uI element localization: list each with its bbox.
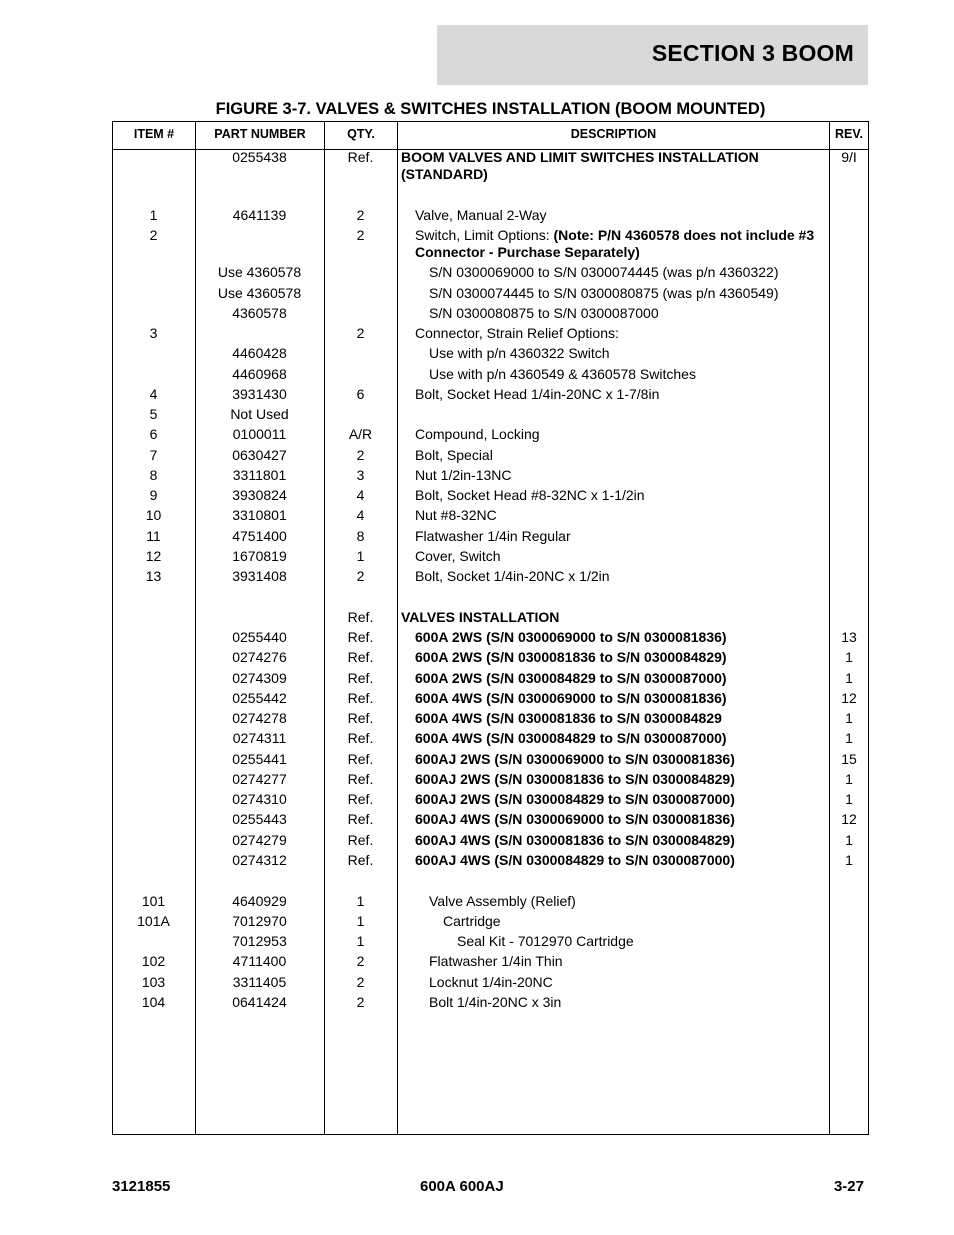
quantity: 1	[356, 548, 365, 564]
quantity: 4	[356, 507, 365, 523]
part-number: 4751400	[232, 528, 287, 544]
revision: 1	[845, 852, 853, 868]
quantity: Ref.	[347, 751, 374, 767]
part-number: 4460428	[232, 345, 287, 361]
item-number: 101	[141, 893, 166, 909]
quantity: 3	[356, 467, 365, 483]
revision: 12	[841, 811, 857, 827]
part-number: 4640929	[232, 893, 287, 909]
column-header-part-number: PART NUMBER	[214, 127, 306, 141]
description-text: Connector, Strain Relief Options:	[415, 325, 619, 341]
description-text: Cartridge	[443, 913, 501, 929]
description	[415, 325, 826, 342]
part-number: 4711400	[232, 953, 287, 969]
description-text: Locknut 1/4in-20NC	[429, 974, 553, 990]
description-text: 600AJ 4WS (S/N 0300081836 to S/N 0300084829)	[415, 832, 735, 848]
revision: 15	[841, 751, 857, 767]
quantity: Ref.	[347, 791, 374, 807]
quantity: 1	[356, 913, 365, 929]
description-text: Flatwasher 1/4in Thin	[429, 953, 563, 969]
quantity: A/R	[348, 426, 373, 442]
description-text: Nut 1/2in-13NC	[415, 467, 512, 483]
description-text: Nut #8-32NC	[415, 507, 497, 523]
revision: 1	[845, 710, 853, 726]
description-note: (Note: P/N 4360578 does not include #3 Connector - Purchase Separately)	[415, 227, 815, 260]
part-number: 0274309	[232, 670, 287, 686]
description-text: Valve, Manual 2-Way	[415, 207, 547, 223]
description-text: Valve Assembly (Relief)	[429, 893, 576, 909]
quantity: 2	[356, 447, 365, 463]
item-number: 6	[149, 426, 158, 442]
footer-model: 600A 600AJ	[420, 1178, 504, 1195]
column-header-description: DESCRIPTION	[570, 127, 657, 141]
revision: 1	[845, 771, 853, 787]
item-number: 11	[146, 528, 161, 544]
description	[415, 751, 826, 768]
description	[429, 974, 826, 991]
description	[415, 447, 826, 464]
column-divider	[397, 122, 398, 1134]
description	[415, 528, 826, 545]
description-text: Bolt 1/4in-20NC x 3in	[429, 994, 562, 1010]
revision: 1	[845, 791, 853, 807]
description-text: 600A 2WS (S/N 0300081836 to S/N 0300084829)	[415, 649, 727, 665]
part-number: 7012953	[232, 933, 287, 949]
quantity: 8	[356, 528, 365, 544]
footer-page-number: 3-27	[833, 1178, 864, 1195]
description	[415, 467, 826, 484]
item-number: 102	[141, 953, 166, 969]
part-number: 1670819	[232, 548, 287, 564]
quantity: Ref.	[347, 852, 374, 868]
part-number: Not Used	[230, 406, 289, 422]
description-text: 600AJ 2WS (S/N 0300081836 to S/N 0300084829)	[415, 771, 735, 787]
item-number: 5	[149, 406, 158, 422]
revision: 9/I	[841, 149, 857, 165]
description-text: Seal Kit - 7012970 Cartridge	[457, 933, 634, 949]
description-text: VALVES INSTALLATION	[401, 609, 560, 625]
quantity: 2	[356, 207, 365, 223]
item-number: 4	[149, 386, 158, 402]
description	[429, 994, 826, 1011]
column-header-item: ITEM #	[133, 127, 175, 141]
column-header-qty: QTY.	[347, 127, 375, 141]
description-text: 600AJ 4WS (S/N 0300069000 to S/N 0300081836)	[415, 811, 735, 827]
description-text: Bolt, Socket 1/4in-20NC x 1/2in	[415, 568, 610, 584]
revision: 12	[841, 690, 857, 706]
revision: 1	[845, 670, 853, 686]
part-number: 0274312	[232, 852, 287, 868]
item-number: 2	[149, 227, 158, 243]
description-text: S/N 0300074445 to S/N 0300080875 (was p/n 4360549)	[429, 285, 779, 301]
part-number: 3311405	[232, 974, 287, 990]
section-header	[437, 25, 868, 85]
part-number: 0255443	[232, 811, 287, 827]
description-text: Use with p/n 4360322 Switch	[429, 345, 610, 361]
description	[415, 227, 826, 261]
item-number: 9	[149, 487, 158, 503]
description-text: Compound, Locking	[415, 426, 540, 442]
figure-title: FIGURE 3-7. VALVES & SWITCHES INSTALLATION (BOOM MOUNTED)	[215, 100, 766, 118]
description-text: BOOM VALVES AND LIMIT SWITCHES INSTALLATION (STANDARD)	[401, 149, 759, 182]
part-number: 0274279	[232, 832, 287, 848]
quantity: 2	[356, 227, 365, 243]
part-number: 3931408	[232, 568, 287, 584]
description	[415, 649, 826, 666]
description	[415, 568, 826, 585]
item-number: 1	[149, 207, 158, 223]
item-number: 103	[141, 974, 166, 990]
revision: 1	[845, 832, 853, 848]
item-number: 3	[149, 325, 158, 341]
item-number: 12	[145, 548, 162, 564]
description	[415, 629, 826, 646]
description	[429, 285, 826, 302]
description-text: Bolt, Socket Head #8-32NC x 1-1/2in	[415, 487, 645, 503]
description-text: Flatwasher 1/4in Regular	[415, 528, 571, 544]
revision: 1	[845, 730, 853, 746]
part-number: 3931430	[232, 386, 287, 402]
part-number: 0255442	[232, 690, 287, 706]
description	[415, 548, 826, 565]
item-number: 104	[141, 994, 166, 1010]
description	[429, 345, 826, 362]
quantity: 1	[356, 933, 365, 949]
part-number: 0630427	[232, 447, 287, 463]
description	[415, 386, 826, 403]
description	[415, 771, 826, 788]
column-divider	[829, 122, 830, 1134]
quantity: Ref.	[347, 149, 374, 165]
description	[429, 366, 826, 383]
description-text: Cover, Switch	[415, 548, 501, 564]
description	[415, 487, 826, 504]
part-number: 3310801	[232, 507, 287, 523]
section-title: SECTION 3 BOOM	[651, 40, 854, 66]
column-header-rev: REV.	[834, 127, 864, 141]
description	[401, 609, 826, 626]
quantity: 6	[356, 386, 365, 402]
quantity: Ref.	[347, 811, 374, 827]
quantity: 2	[356, 953, 365, 969]
quantity: Ref.	[347, 629, 374, 645]
part-number: 0255440	[232, 629, 287, 645]
part-number: 0274278	[232, 710, 287, 726]
description-text: S/N 0300080875 to S/N 0300087000	[429, 305, 659, 321]
footer-doc-number: 3121855	[112, 1178, 171, 1195]
part-number: 0255441	[232, 751, 287, 767]
quantity: 1	[356, 893, 365, 909]
description-text: 600A 2WS (S/N 0300069000 to S/N 0300081836)	[415, 629, 727, 645]
part-number: 0274311	[232, 730, 287, 746]
description-text: Switch, Limit Options:	[415, 227, 554, 243]
quantity: 2	[356, 325, 365, 341]
description-text: 600A 2WS (S/N 0300084829 to S/N 0300087000)	[415, 670, 727, 686]
description	[429, 953, 826, 970]
description	[415, 507, 826, 524]
revision: 1	[845, 649, 853, 665]
item-number: 10	[145, 507, 162, 523]
quantity: Ref.	[347, 832, 374, 848]
description-text: Bolt, Socket Head 1/4in-20NC x 1-7/8in	[415, 386, 660, 402]
part-number: 4641139	[232, 207, 287, 223]
quantity: Ref.	[347, 670, 374, 686]
description	[415, 791, 826, 808]
description	[415, 710, 826, 727]
description-text: Use with p/n 4360549 & 4360578 Switches	[429, 366, 696, 382]
part-number: 4360578	[232, 305, 287, 321]
part-number: 0641424	[232, 994, 287, 1010]
description-text: 600AJ 2WS (S/N 0300069000 to S/N 0300081836)	[415, 751, 735, 767]
revision: 13	[841, 629, 857, 645]
description	[415, 811, 826, 828]
description-text: 600AJ 2WS (S/N 0300084829 to S/N 0300087000)	[415, 791, 735, 807]
quantity: 4	[356, 487, 365, 503]
description	[415, 852, 826, 869]
description-text: 600A 4WS (S/N 0300084829 to S/N 0300087000)	[415, 730, 727, 746]
description	[415, 207, 826, 224]
part-number: Use 4360578	[217, 285, 302, 301]
part-number: 3930824	[232, 487, 287, 503]
description	[429, 264, 826, 281]
description	[401, 149, 826, 183]
quantity: Ref.	[347, 690, 374, 706]
part-number: 3311801	[232, 467, 287, 483]
quantity: Ref.	[347, 730, 374, 746]
description	[415, 832, 826, 849]
description-text: S/N 0300069000 to S/N 0300074445 (was p/n 4360322)	[429, 264, 779, 280]
quantity: Ref.	[347, 609, 374, 625]
item-number: 8	[149, 467, 158, 483]
quantity: Ref.	[347, 649, 374, 665]
item-number: 13	[145, 568, 162, 584]
quantity: 2	[356, 568, 365, 584]
description	[415, 670, 826, 687]
part-number: Use 4360578	[217, 264, 302, 280]
quantity: 2	[356, 974, 365, 990]
description-text: 600A 4WS (S/N 0300069000 to S/N 0300081836)	[415, 690, 727, 706]
description	[457, 933, 826, 950]
part-number: 0100011	[232, 426, 287, 442]
description-text: 600AJ 4WS (S/N 0300084829 to S/N 0300087000)	[415, 852, 735, 868]
part-number: 0255438	[232, 149, 287, 165]
part-number: 0274277	[232, 771, 287, 787]
item-number: 7	[149, 447, 158, 463]
quantity: Ref.	[347, 710, 374, 726]
description	[429, 305, 826, 322]
quantity: Ref.	[347, 771, 374, 787]
part-number: 7012970	[232, 913, 287, 929]
part-number: 0274310	[232, 791, 287, 807]
item-number: 101A	[137, 913, 170, 929]
part-number: 4460968	[232, 366, 287, 382]
description	[429, 893, 826, 910]
quantity: 2	[356, 994, 365, 1010]
description	[415, 426, 826, 443]
description-text: 600A 4WS (S/N 0300081836 to S/N 0300084829	[415, 710, 722, 726]
description	[415, 730, 826, 747]
part-number: 0274276	[232, 649, 287, 665]
description	[443, 913, 826, 930]
description-text: Bolt, Special	[415, 447, 493, 463]
description	[415, 690, 826, 707]
